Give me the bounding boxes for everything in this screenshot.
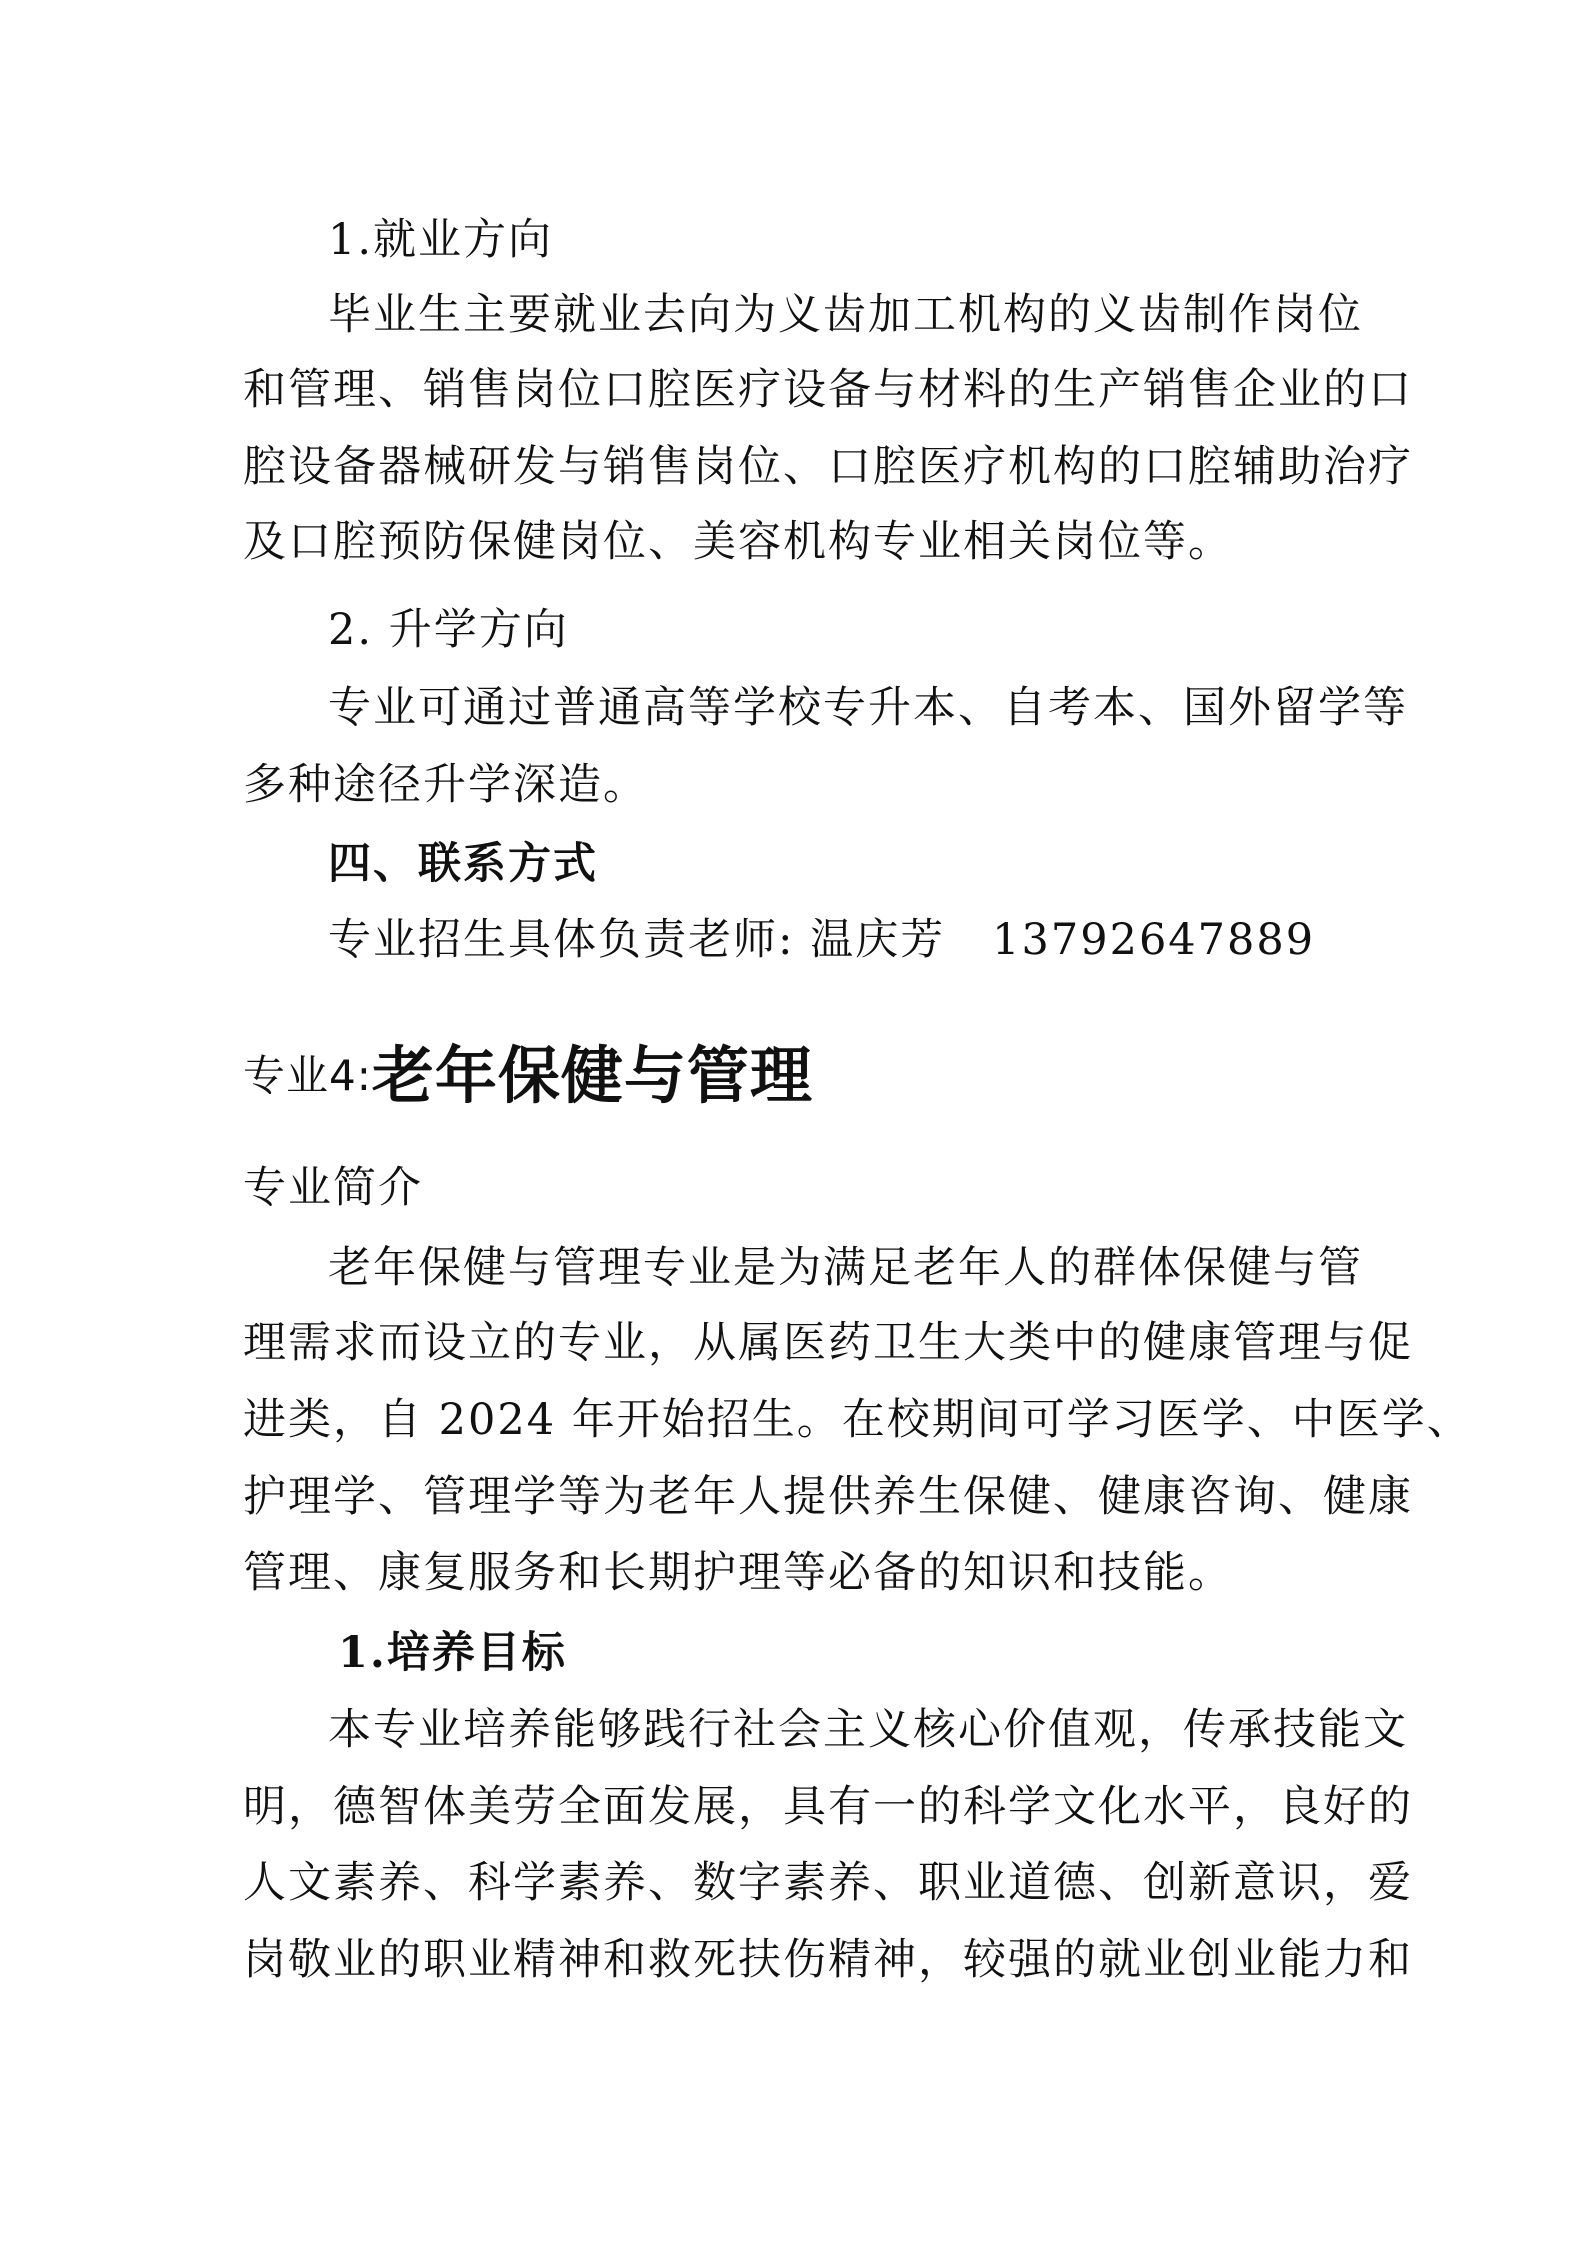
contact-text: 专业招生具体负责老师: 温庆芳 13792647889 [328,915,1316,965]
further-study-paragraph-line: 多种途径升学深造。 [243,760,648,810]
goal-paragraph-line: 本专业培养能够践行社会主义核心价值观，传承技能文 [328,1705,1408,1755]
goal-heading: 1.培养目标 [338,1628,567,1678]
contact-heading: 四、联系方式 [328,839,598,889]
further-study-heading: 2. 升学方向 [328,605,569,655]
goal-paragraph-line: 明，德智体美劳全面发展，具有一的科学文化水平，良好的 [243,1782,1413,1832]
employment-paragraph-line: 和管理、销售岗位口腔医疗设备与材料的生产销售企业的口 [243,365,1413,415]
employment-paragraph-line: 及口腔预防保健岗位、美容机构专业相关岗位等。 [243,517,1233,567]
intro-paragraph-line: 护理学、管理学等为老年人提供养生保健、健康咨询、健康 [243,1472,1413,1522]
intro-paragraph-line: 老年保健与管理专业是为满足老年人的群体保健与管 [328,1243,1363,1293]
employment-paragraph-line: 毕业生主要就业去向为义齿加工机构的义齿制作岗位 [328,290,1363,340]
employment-heading: 1.就业方向 [328,215,554,265]
major-title-name: 老年保健与管理 [371,1039,813,1112]
major-title-prefix: 专业4: [243,1051,372,1100]
intro-paragraph-line: 理需求而设立的专业，从属医药卫生大类中的健康管理与促 [243,1318,1413,1368]
major-title [243,1028,1363,1118]
intro-paragraph-line: 管理、康复服务和长期护理等必备的知识和技能。 [243,1548,1233,1598]
intro-paragraph-line: 进类，自 2024 年开始招生。在校期间可学习医学、中医学、 [243,1395,1472,1445]
goal-paragraph-line: 人文素养、科学素养、数字素养、职业道德、创新意识，爱 [243,1858,1413,1908]
further-study-paragraph-line: 专业可通过普通高等学校专升本、自考本、国外留学等 [328,683,1408,733]
employment-paragraph-line: 腔设备器械研发与销售岗位、口腔医疗机构的口腔辅助治疗 [243,442,1413,492]
intro-heading: 专业简介 [243,1163,423,1213]
goal-paragraph-line: 岗敬业的职业精神和救死扶伤精神，较强的就业创业能力和 [243,1935,1413,1985]
